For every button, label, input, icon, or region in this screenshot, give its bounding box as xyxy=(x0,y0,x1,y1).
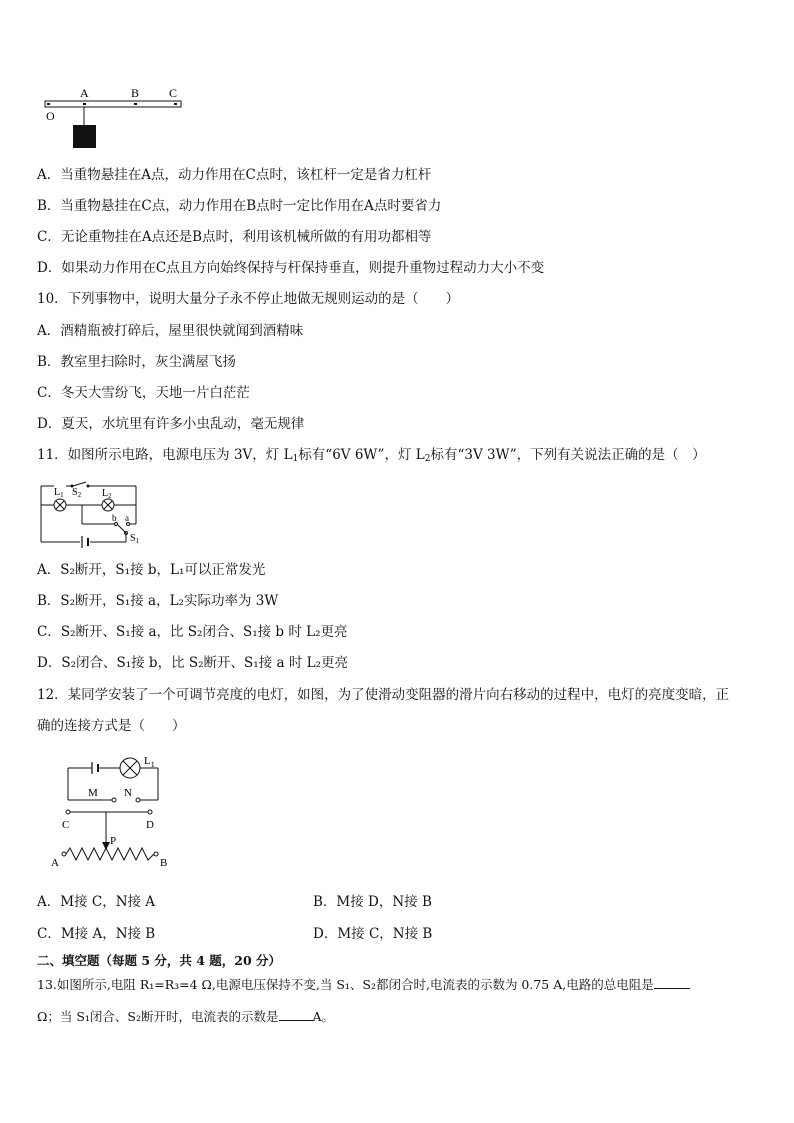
q9-option-c: C．无论重物挂在A点还是B点时，利用该机械所做的有用功都相等 xyxy=(37,229,432,245)
q12-circuit-figure xyxy=(48,748,188,874)
lever-figure xyxy=(36,84,196,150)
lever-point-o xyxy=(47,103,50,105)
q11-option-a: A．S₂断开，S₁接 b，L₁可以正常发光 xyxy=(37,562,266,578)
q11-option-b: B．S₂断开，S₁接 a，L₂实际功率为 3W xyxy=(37,593,279,609)
q9-option-a: A．当重物悬挂在A点，动力作用在C点时，该杠杆一定是省力杠杆 xyxy=(37,167,432,183)
lever-point-a xyxy=(83,103,86,105)
q13-line2: Ω；当 S₁闭合、S₂断开时，电流表的示数是 A。 xyxy=(37,1009,335,1024)
section-2-title: 二、填空题（每题 5 分，共 4 题，20 分） xyxy=(37,953,282,968)
q10-option-b: B．教室里扫除时，灰尘满屋飞扬 xyxy=(37,354,236,370)
q11-circuit-figure xyxy=(36,478,146,550)
weight-block xyxy=(73,125,96,148)
svg-text:A: A xyxy=(51,857,59,869)
q13-answer-blank-1[interactable] xyxy=(654,976,690,989)
switch-s2-icon xyxy=(73,482,86,486)
lever-point-b xyxy=(134,103,137,105)
svg-text:L2: $L_2$ xyxy=(102,488,112,500)
lever-label-b: B xyxy=(131,86,140,100)
svg-text:D: D xyxy=(146,819,154,831)
svg-text:a: a xyxy=(125,513,129,523)
svg-text:b: b xyxy=(112,513,117,523)
q12-option-a: A．M接 C，N接 A xyxy=(37,894,156,910)
svg-text:S2: $S_2$ xyxy=(72,487,82,499)
q12-option-d: D．M接 C，N接 B xyxy=(313,926,433,942)
svg-text:S1: $S_1$ xyxy=(130,533,140,545)
q12-stem-line1: 12．某同学安装了一个可调节亮度的电灯，如图，为了使滑动变阻器的滑片向右移动的过程中，电灯的亮度变暗，正 xyxy=(37,687,730,703)
q10-option-a: A．酒精瓶被打碎后，屋里很快就闻到酒精味 xyxy=(37,323,304,339)
q9-option-b: B．当重物悬挂在C点，动力作用在B点时一定比作用在A点时要省力 xyxy=(37,198,442,214)
svg-text:B: B xyxy=(160,857,168,869)
q12-stem-line2: 确的连接方式是（ ） xyxy=(37,718,186,734)
lever-label-a: A xyxy=(80,86,89,100)
q9-option-d: D．如果动力作用在C点且方向始终保持与杆保持垂直，则提升重物过程动力大小不变 xyxy=(37,260,545,276)
lever-bar xyxy=(45,101,181,107)
q10-stem: 10．下列事物中，说明大量分子永不停止地做无规则运动的是（ ） xyxy=(37,291,460,307)
rheostat-icon xyxy=(66,848,154,860)
q12-option-c: C．M接 A，N接 B xyxy=(37,926,156,942)
svg-text:N: N xyxy=(124,787,132,799)
svg-text:P: P xyxy=(110,835,117,847)
svg-text:L1: $L_1$ xyxy=(54,487,64,499)
lever-label-o: O xyxy=(46,109,55,123)
svg-text:C: C xyxy=(62,819,70,831)
q13-line1: 13.如图所示,电阻 R₁=R₃=4 Ω,电源电压保持不变,当 S₁、S₂都闭合时,电流表的示数为 0.75 A,电路的总电阻是 xyxy=(37,976,690,994)
q11-stem: 11．如图所示电路，电源电压为 3V，灯 $L_1$标有“6V 6W”，灯 $L_2$标有“3V 3W”，下列有关说法正确的是（ ） xyxy=(37,447,706,464)
lever-point-c xyxy=(174,103,177,105)
svg-text:M: M xyxy=(88,787,98,799)
q10-option-c: C．冬天大雪纷飞，天地一片白茫茫 xyxy=(37,385,250,401)
q11-option-d: D．S₂闭合、S₁接 b，比 S₂断开、S₁接 a 时 L₂更亮 xyxy=(37,655,348,671)
q11-option-c: C．S₂断开、S₁接 a，比 S₂闭合、S₁接 b 时 L₂更亮 xyxy=(37,624,348,640)
svg-text:L1: $L_1$ xyxy=(144,755,155,769)
lever-label-c: C xyxy=(169,86,178,100)
q10-option-d: D．夏天，水坑里有许多小虫乱动，毫无规律 xyxy=(37,416,305,432)
q13-answer-blank-2[interactable] xyxy=(279,1008,313,1021)
q12-option-b: B．M接 D，N接 B xyxy=(313,894,432,910)
